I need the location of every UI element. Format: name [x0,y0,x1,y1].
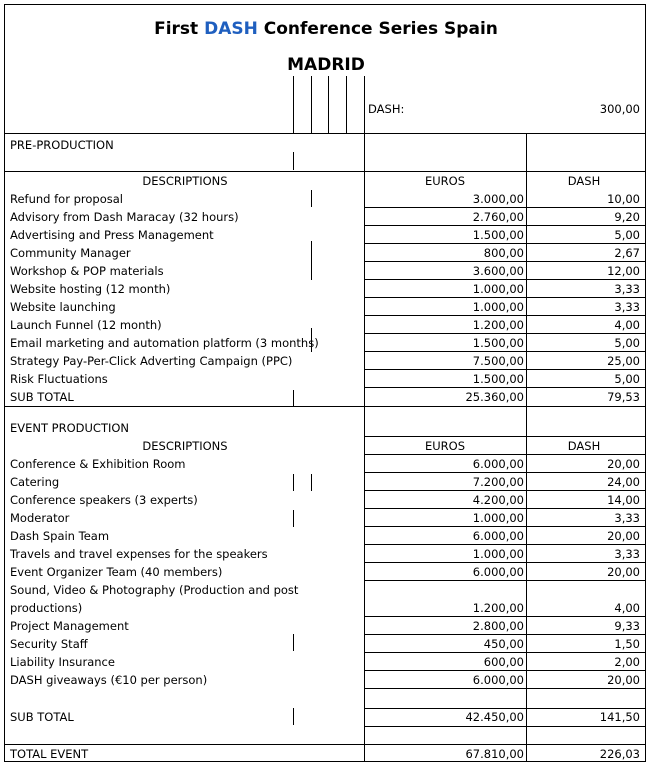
rule-line [364,544,646,545]
row-euros: 2.760,00 [472,210,524,224]
row-euros: 6.000,00 [472,457,524,471]
row-description: Catering [10,475,60,489]
rule-line [4,406,646,407]
rule-line [364,315,646,316]
col-header-euros: EUROS [424,174,466,188]
row-euros: 600,00 [483,655,524,669]
row-euros: 7.200,00 [472,475,524,489]
row-dash: 25,00 [607,354,640,368]
row-dash: 5,00 [614,372,640,386]
title-suffix: Conference Series Spain [257,19,498,39]
rule-line [364,369,646,370]
row-euros: 6.000,00 [472,565,524,579]
pre-production-heading: PRE-PRODUCTION [10,138,114,152]
rate-label: DASH: [368,102,405,116]
row-description: Website launching [10,300,116,314]
rule-line [364,726,646,727]
event-subtotal-euros: 42.450,00 [465,710,524,724]
rate-value: 300,00 [599,102,640,116]
row-euros: 1.200,00 [472,601,524,615]
title-prefix: First [154,19,205,39]
column-line [293,76,294,133]
row-description: Sound, Video & Photography (Production and post [10,583,299,597]
sheet-subtitle: MADRID [287,55,365,75]
row-euros: 6.000,00 [472,673,524,687]
col-header-euros: EUROS [424,439,466,453]
row-description: Conference & Exhibition Room [10,457,186,471]
col-header-descriptions: DESCRIPTIONS [142,439,228,453]
column-line [293,474,294,491]
pre-subtotal-label: SUB TOTAL [10,390,74,404]
row-description: Launch Funnel (12 month) [10,318,162,332]
column-line [293,510,294,527]
rule-line [364,225,646,226]
column-line [526,133,527,762]
rule-line [4,171,646,172]
row-dash: 12,00 [607,264,640,278]
row-euros: 1.000,00 [472,300,524,314]
total-event-euros: 67.810,00 [465,747,524,761]
row-description: Project Management [10,619,129,633]
row-dash: 14,00 [607,493,640,507]
col-header-dash: DASH [567,174,601,188]
pre-subtotal-euros: 25.360,00 [465,390,524,404]
row-euros: 3.600,00 [472,264,524,278]
rule-line [364,351,646,352]
row-description: Email marketing and automation platform (3 months) [10,336,319,350]
row-dash: 3,33 [614,282,640,296]
row-description: Strategy Pay-Per-Click Adverting Campaign (PPC) [10,354,293,368]
rule-line [364,688,646,689]
column-line [311,241,312,280]
row-dash: 1,50 [614,637,640,651]
row-euros: 6.000,00 [472,529,524,543]
rule-line [364,652,646,653]
column-line [311,76,312,133]
row-euros: 1.500,00 [472,372,524,386]
column-line [293,634,294,651]
rule-line [364,243,646,244]
row-description-continued: productions) [10,601,83,615]
row-euros: 1.500,00 [472,228,524,242]
rule-line [364,207,646,208]
rule-line [364,634,646,635]
row-description: Community Manager [10,246,131,260]
rule-line [364,261,646,262]
row-description: Website hosting (12 month) [10,282,171,296]
rule-line [364,490,646,491]
row-dash: 3,33 [614,511,640,525]
row-dash: 9,20 [614,210,640,224]
column-line [346,76,347,133]
rule-line [364,436,646,437]
row-dash: 24,00 [607,475,640,489]
rule-line [364,387,646,388]
rule-line [364,616,646,617]
row-euros: 2.800,00 [472,619,524,633]
rule-line [364,472,646,473]
rule-line [364,580,646,581]
rule-line [364,562,646,563]
rule-line [364,454,646,455]
row-dash: 9,33 [614,619,640,633]
event-production-heading: EVENT PRODUCTION [10,421,130,435]
row-description: Advertising and Press Management [10,228,214,242]
total-event-label: TOTAL EVENT [10,747,89,761]
row-description: Event Organizer Team (40 members) [10,565,223,579]
col-header-descriptions: DESCRIPTIONS [142,174,228,188]
row-dash: 20,00 [607,673,640,687]
row-description: Travels and travel expenses for the speakers [10,547,268,561]
rule-line [364,297,646,298]
row-dash: 4,00 [614,318,640,332]
col-header-dash: DASH [567,439,601,453]
row-description: Workshop & POP materials [10,264,164,278]
row-dash: 20,00 [607,457,640,471]
event-subtotal-label: SUB TOTAL [10,710,74,724]
row-description: Security Staff [10,637,88,651]
column-line [311,190,312,207]
row-dash: 20,00 [607,529,640,543]
sheet-title [0,19,652,39]
row-euros: 3.000,00 [472,192,524,206]
row-dash: 3,33 [614,300,640,314]
pre-subtotal-dash: 79,53 [607,390,640,404]
rule-line [4,744,646,745]
row-description: Dash Spain Team [10,529,110,543]
rule-line [364,508,646,509]
row-description: DASH giveaways (€10 per person) [10,673,208,687]
total-event-dash: 226,03 [599,747,640,761]
event-subtotal-dash: 141,50 [599,710,640,724]
row-dash: 10,00 [607,192,640,206]
row-description: Risk Fluctuations [10,372,108,386]
row-dash: 3,33 [614,547,640,561]
column-line [364,76,365,762]
row-euros: 1.500,00 [472,336,524,350]
rule-line [4,133,646,134]
row-description: Moderator [10,511,70,525]
row-dash: 4,00 [614,601,640,615]
rule-line [364,526,646,527]
rule-line [364,279,646,280]
column-line [311,474,312,491]
row-dash: 2,67 [614,246,640,260]
row-euros: 450,00 [483,637,524,651]
row-dash: 20,00 [607,565,640,579]
rule-line [364,670,646,671]
row-dash: 5,00 [614,228,640,242]
row-euros: 1.200,00 [472,318,524,332]
column-line [293,152,294,170]
column-line [328,76,329,133]
row-euros: 1.000,00 [472,547,524,561]
column-line [293,390,294,406]
rule-line [364,333,646,334]
row-description: Refund for proposal [10,192,123,206]
row-euros: 1.000,00 [472,511,524,525]
row-description: Advisory from Dash Maracay (32 hours) [10,210,239,224]
row-description: Liability Insurance [10,655,115,669]
row-euros: 1.000,00 [472,282,524,296]
column-line [293,708,294,725]
row-dash: 2,00 [614,655,640,669]
row-euros: 800,00 [483,246,524,260]
row-description: Conference speakers (3 experts) [10,493,198,507]
row-euros: 4.200,00 [472,493,524,507]
title-brand: DASH [204,19,258,39]
row-dash: 5,00 [614,336,640,350]
row-euros: 7.500,00 [472,354,524,368]
